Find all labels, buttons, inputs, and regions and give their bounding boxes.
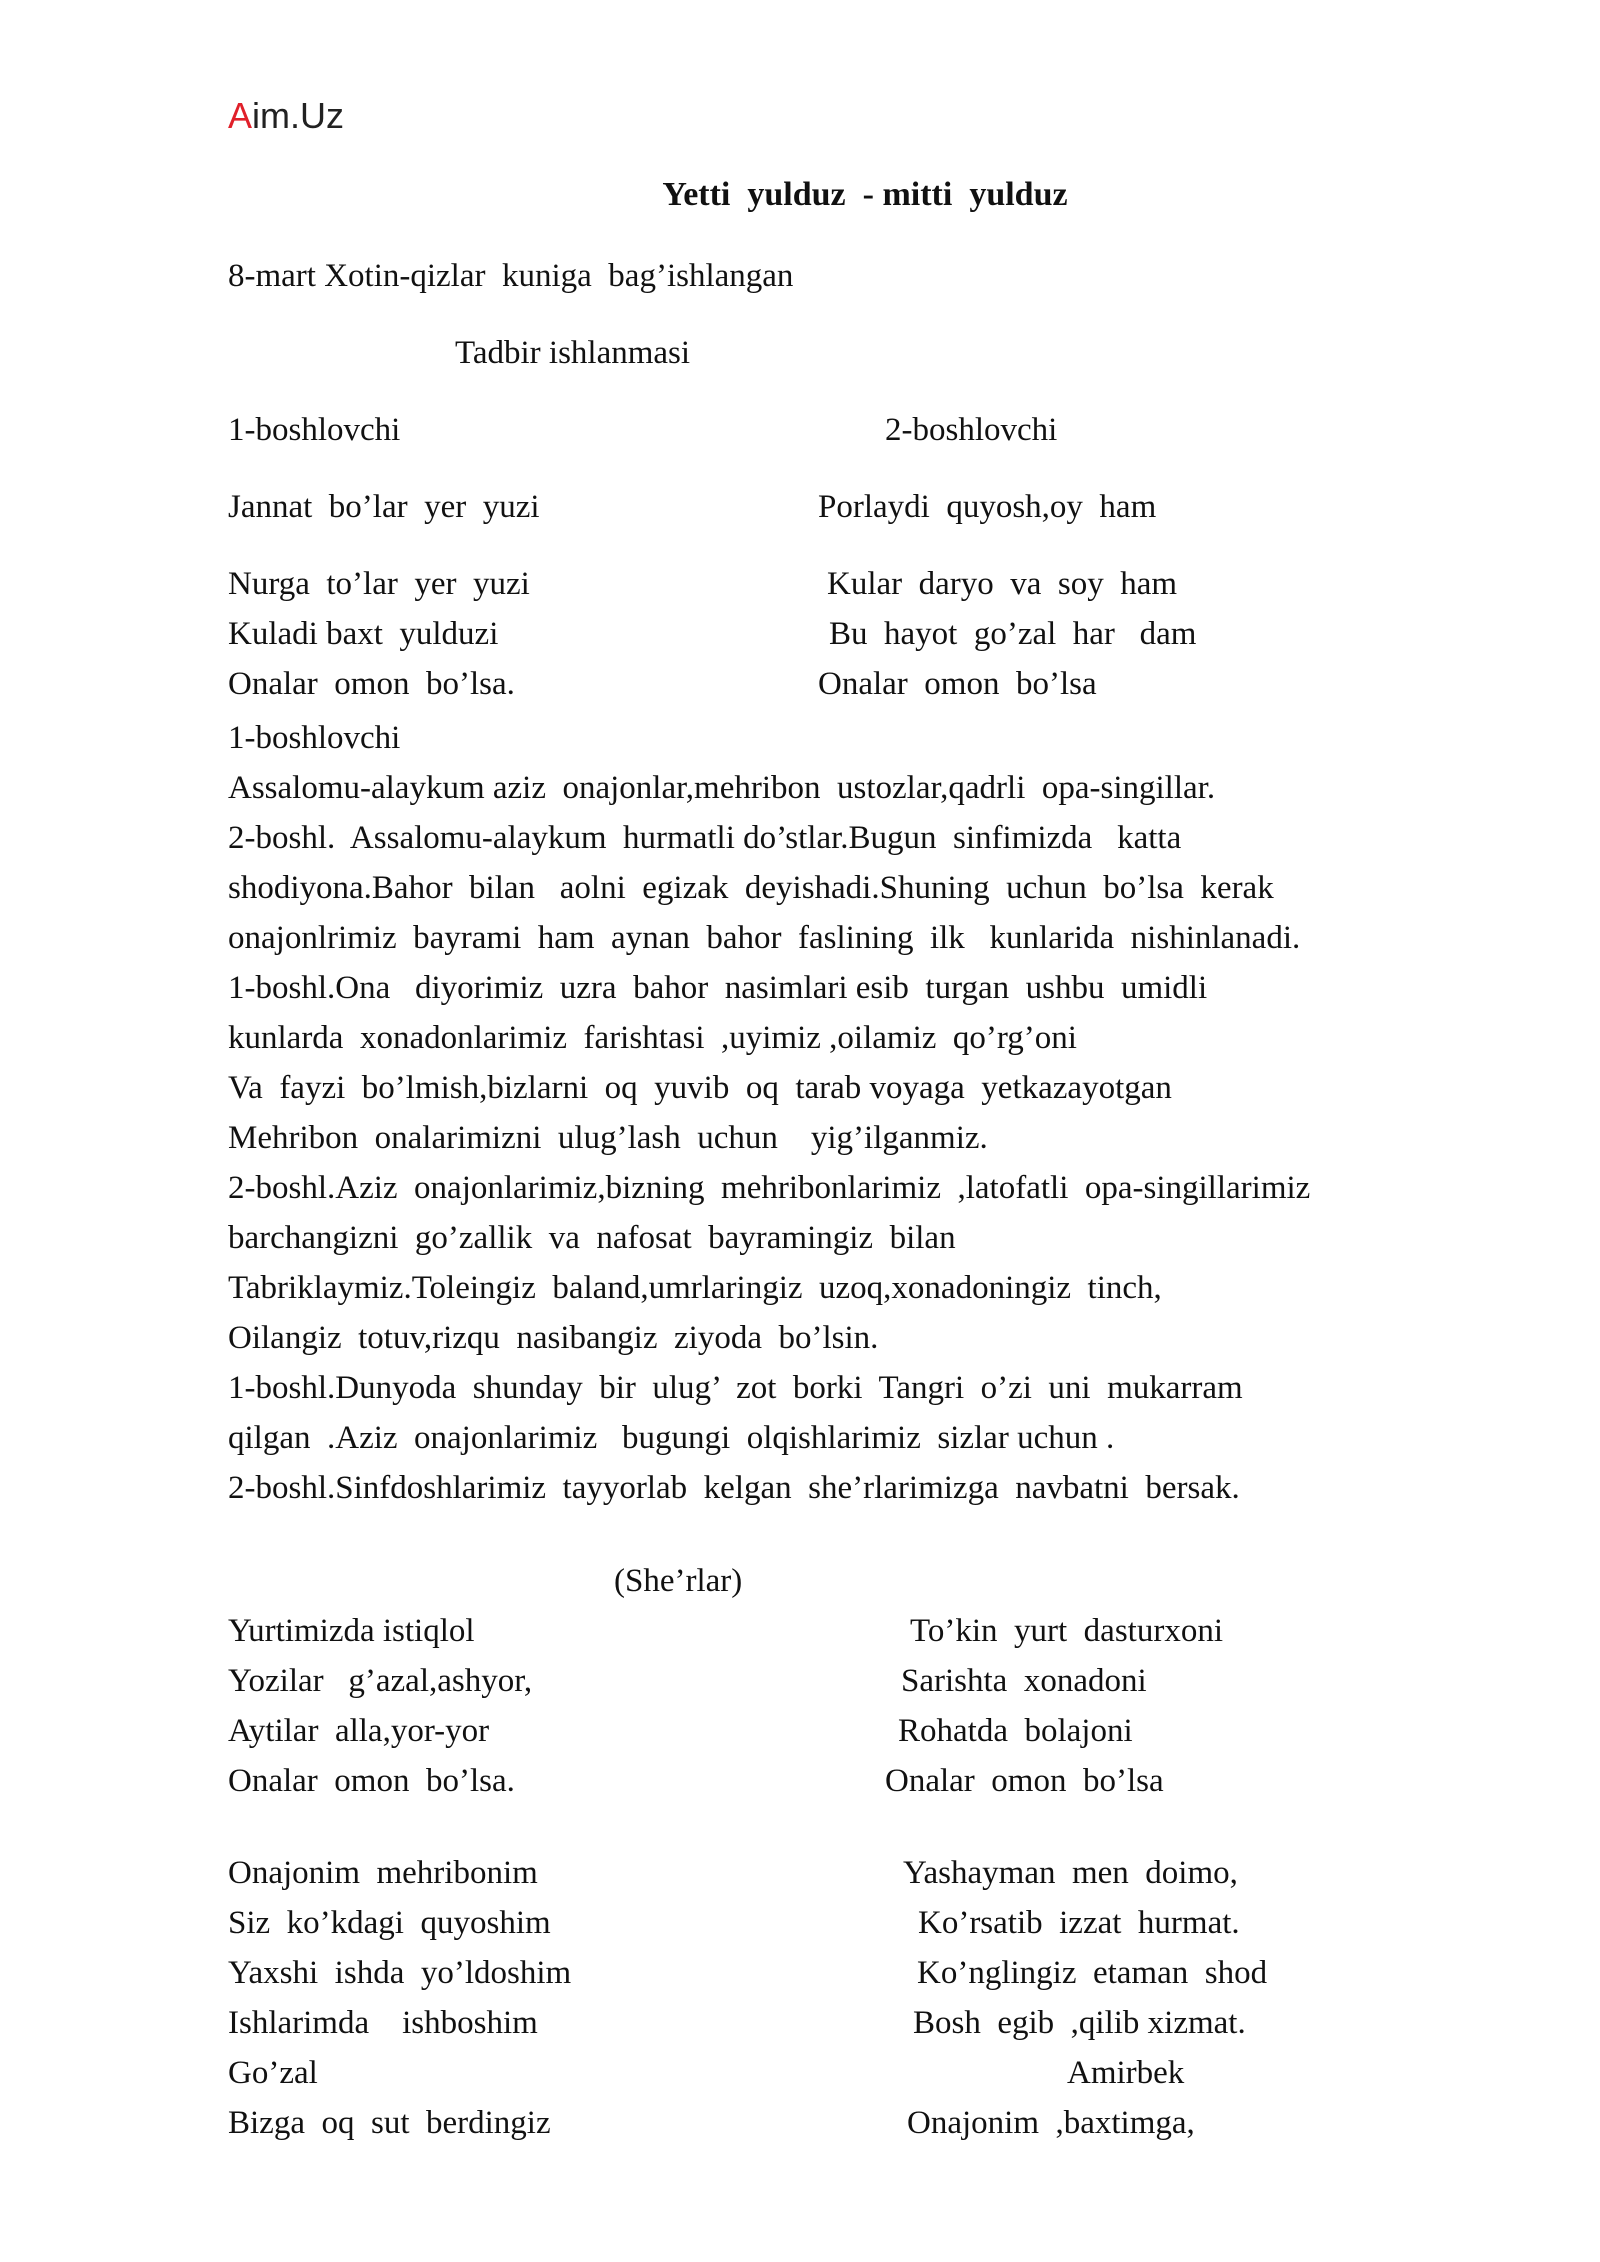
site-logo (228, 95, 345, 136)
dialogue-line: 2-boshl.Aziz onajonlarimiz,bizning mehribonlarimiz ,latofatli opa-singillarimiz (228, 1170, 1311, 1206)
poems-label: (She’rlar) (614, 1563, 743, 1599)
opening-poem-left-line: Kuladi baxt yulduzi (228, 616, 499, 652)
poem-1-right-line: Sarishta xonadoni (901, 1663, 1147, 1699)
dialogue-line: barchangizni go’zallik va nafosat bayramingiz bilan (228, 1220, 956, 1256)
poem-2-left-line: Ishlarimda ishboshim (228, 2005, 538, 2041)
poem-2-right-line: Ko’rsatib izzat hurmat. (918, 1905, 1240, 1941)
dialogue-line: 1-boshl.Dunyoda shunday bir ulug’ zot borki Tangri o’zi uni mukarram (228, 1370, 1243, 1406)
poem-2-left-line: Siz ko’kdagi quyoshim (228, 1905, 551, 1941)
opening-poem-left-line: Onalar omon bo’lsa. (228, 666, 515, 702)
logo-letter: A (228, 95, 253, 136)
poem-1-right-line: Onalar omon bo’lsa (885, 1763, 1164, 1799)
dialogue-line: 2-boshl. Assalomu-alaykum hurmatli do’stlar.Bugun sinfimizda katta (228, 820, 1182, 856)
document-title: Yetti yulduz - mitti yulduz (662, 176, 1068, 213)
opening-poem-right-line: Kular daryo va soy ham (827, 566, 1178, 602)
dialogue-line: 2-boshl.Sinfdoshlarimiz tayyorlab kelgan she’rlarimizga navbatni bersak. (228, 1470, 1240, 1506)
dialogue-line: kunlarda xonadonlarimiz farishtasi ,uyimiz ,oilamiz qo’rg’oni (228, 1020, 1077, 1056)
opening-poem-right-line: Porlaydi quyosh,oy ham (818, 489, 1157, 525)
poem-2-left-line: Yaxshi ishda yo’ldoshim (228, 1955, 572, 1991)
host-1-label: 1-boshlovchi (228, 412, 401, 448)
poem-2-right-line: Onajonim ,baxtimga, (907, 2105, 1195, 2141)
opening-poem-left-line: Nurga to’lar yer yuzi (228, 566, 530, 602)
logo-text: im.Uz (252, 95, 345, 136)
host-2-label: 2-boshlovchi (885, 412, 1058, 448)
dialogue-line: Assalomu-alaykum aziz onajonlar,mehribon ustozlar,qadrli opa-singillar. (228, 770, 1216, 806)
poem-1-left-line: Yurtimizda istiqlol (228, 1613, 475, 1649)
dialogue-line: Mehribon onalarimizni ulug’lash uchun yig’ilganmiz. (228, 1120, 988, 1156)
event-label: Tadbir ishlanmasi (455, 335, 691, 371)
opening-poem-left-line: Jannat bo’lar yer yuzi (228, 489, 540, 525)
document-subtitle: 8-mart Xotin-qizlar kuniga bag’ishlangan (228, 258, 794, 294)
dialogue-line: shodiyona.Bahor bilan aolni egizak deyishadi.Shuning uchun bo’lsa kerak (228, 870, 1274, 906)
dialogue-block (228, 713, 1310, 1513)
poem-1-right-line: To’kin yurt dasturxoni (910, 1613, 1223, 1649)
dialogue-line: Va fayzi bo’lmish,bizlarni oq yuvib oq tarab voyaga yetkazayotgan (228, 1070, 1172, 1106)
opening-poem-right-line: Onalar omon bo’lsa (818, 666, 1097, 702)
poem-2-right-line: Ko’nglingiz etaman shod (917, 1955, 1268, 1991)
poem-2-right-line: Bosh egib ,qilib xizmat. (913, 2005, 1246, 2041)
poem-1-right-line: Rohatda bolajoni (898, 1713, 1133, 1749)
dialogue-line: 1-boshlovchi (228, 720, 401, 756)
poem-2-left-line: Bizga oq sut berdingiz (228, 2105, 551, 2141)
poem-2-left-line: Go’zal (228, 2055, 318, 2091)
dialogue-line: qilgan .Aziz onajonlarimiz bugungi olqishlarimiz sizlar uchun . (228, 1420, 1115, 1456)
dialogue-line: Tabriklaymiz.Toleingiz baland,umrlaringiz uzoq,xonadoningiz tinch, (228, 1270, 1162, 1306)
poem-2-left-line: Onajonim mehribonim (228, 1855, 538, 1891)
poem-author: Amirbek (1067, 2055, 1185, 2091)
dialogue-line: onajonlrimiz bayrami ham aynan bahor faslining ilk kunlarida nishinlanadi. (228, 920, 1301, 956)
poem-1-left-line: Aytilar alla,yor-yor (228, 1713, 490, 1749)
poem-1-left-line: Onalar omon bo’lsa. (228, 1763, 515, 1799)
dialogue-line: 1-boshl.Ona diyorimiz uzra bahor nasimlari esib turgan ushbu umidli (228, 970, 1208, 1006)
poem-2-right-line: Yashayman men doimo, (903, 1855, 1238, 1891)
dialogue-line: Oilangiz totuv,rizqu nasibangiz ziyoda bo’lsin. (228, 1320, 879, 1356)
poem-1-left-line: Yozilar g’azal,ashyor, (228, 1663, 533, 1699)
opening-poem-right-line: Bu hayot go’zal har dam (829, 616, 1197, 652)
